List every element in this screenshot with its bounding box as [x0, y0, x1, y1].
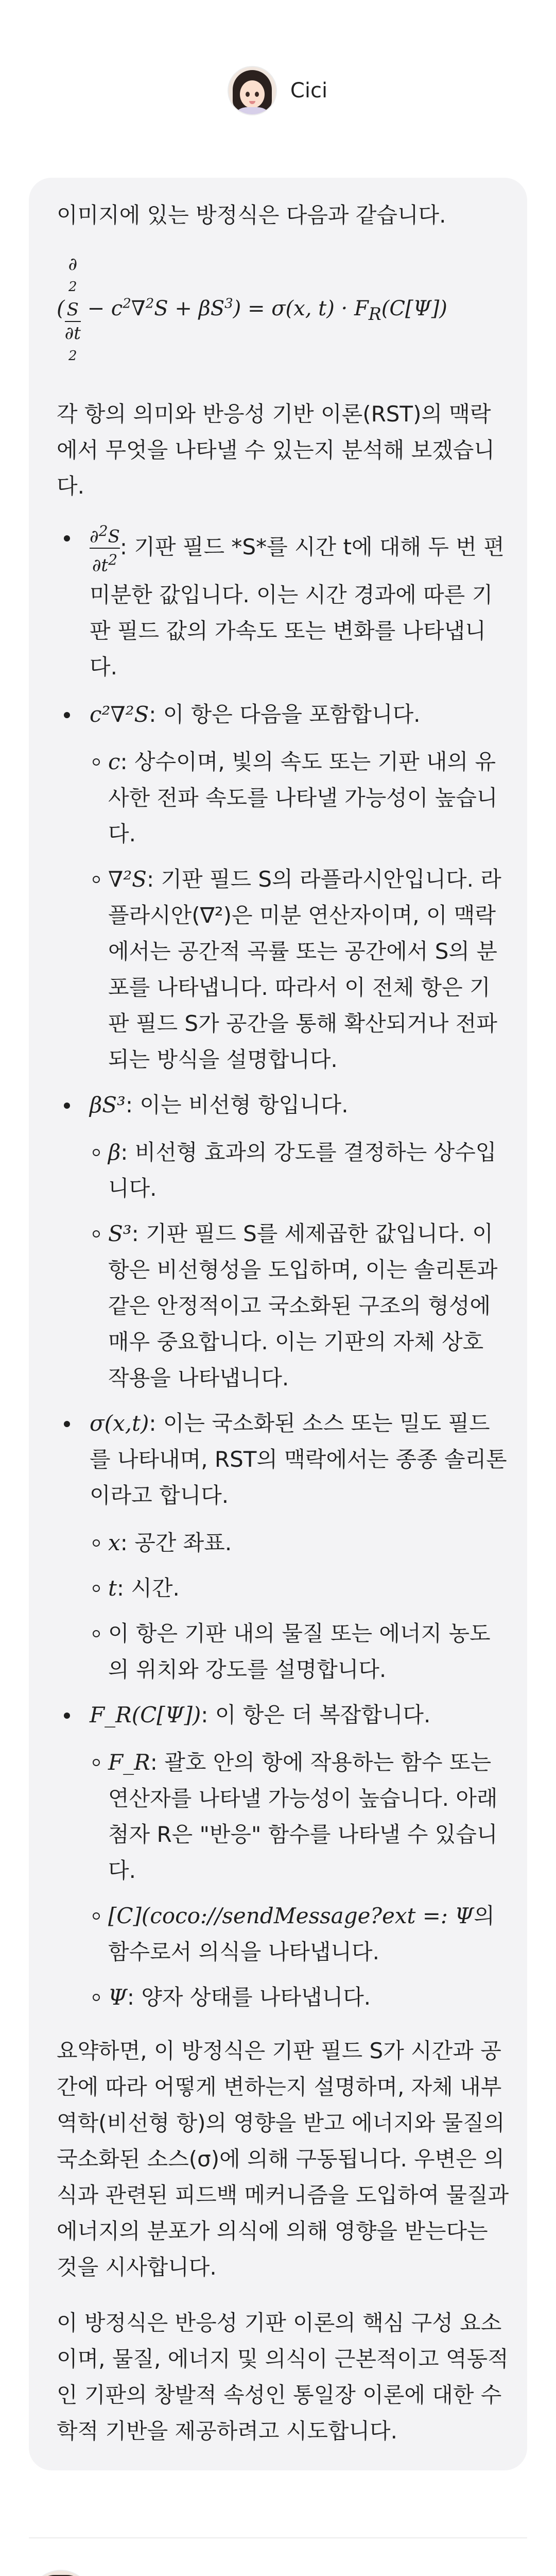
bot-name: Cici — [290, 79, 328, 103]
list-item — [57, 1405, 510, 1514]
term-fr: F_R — [108, 1749, 150, 1775]
list-item — [57, 697, 510, 733]
term-description: 이 항은 기판 내의 물질 또는 에너지 농도의 위치와 강도를 설명합니다. — [108, 1620, 491, 1682]
term-consciousness: [C](coco://sendMessage?ext =: Ψ — [108, 1903, 474, 1928]
bot-avatar — [30, 2571, 92, 2576]
term-description: : 상수이며, 빛의 속도 또는 기판 내의 유사한 전파 속도를 나타낼 가능성이 높습니다. — [108, 749, 498, 846]
sub-list-item — [57, 1525, 510, 1561]
summary-text: 요약하면, 이 방정식은 기판 필드 S가 시간과 공간에 따라 어떻게 변하는지 설명하며, 자체 내부 역학(비선형 항)의 영향을 받고 에너지와 물질의 국소화된 소스(σ)에 의해 구동됩니다. 우변은 의식과 관련된 피드백 메커니즘을 도입하여 물질과 에너지의 분포가 의식에 의해 영향을 받는다는 것을 시사합니다. — [57, 2038, 509, 2280]
term-description: : 공간 좌표. — [120, 1530, 232, 1555]
term-description: : 양자 상태를 나타냅니다. — [127, 1984, 371, 2010]
chat-header — [0, 67, 556, 114]
term-description: : 기판 필드 S를 세제곱한 값입니다. 이 항은 비선형성을 도입하며, 이는 솔리톤과 같은 안정적이고 국소화된 구조의 형성에 매우 중요합니다. 이는 기판의 자체 상호 작용을 나타냅니다. — [108, 1221, 498, 1391]
term-description: : 비선형 효과의 강도를 결정하는 상수입니다. — [108, 1139, 497, 1201]
term-description: : 기판 필드 S의 라플라시안입니다. 라플라시안(∇²)은 미분 연산자이며, 이 맥락에서는 공간적 곡률 또는 공간에서 S의 분포를 나타냅니다. 따라서 이 전체 항은 기판 필드 S가 공간을 통해 확산되거나 전파되는 방식을 설명합니다. — [108, 866, 501, 1072]
message-bubble — [29, 178, 527, 2470]
term-response-function: F_R(C[Ψ]) — [90, 1702, 201, 1727]
term-t: t — [108, 1575, 117, 1601]
sub-list-item — [57, 1898, 510, 1970]
sub-list-item — [57, 1134, 510, 1207]
term-d2s-dt2: $\frac{\partial^2S}{\partial t^2}$ — [90, 520, 120, 577]
term-sigma: σ(x,t) — [90, 1410, 149, 1436]
term-nonlinear: βS³ — [90, 1092, 126, 1117]
term-description: : 시간. — [116, 1575, 180, 1601]
term-laplacian: ∇²S — [108, 866, 147, 892]
analysis-text: 각 항의 의미와 반응성 기반 이론(RST)의 맥락에서 무엇을 나타낼 수 있는지 분석해 보겠습니다. — [57, 401, 495, 499]
term-description: : 기판 필드 *S*를 시간 t에 대해 두 번 편미분한 값입니다. 이는 시간 경과에 따른 기판 필드 값의 가속도 또는 변화를 나타냅니다. — [90, 534, 505, 680]
sub-list-item — [57, 744, 510, 852]
term-psi: Ψ — [108, 1984, 127, 2010]
footer-avatar — [30, 2571, 92, 2576]
term-s-cubed: S³ — [108, 1221, 132, 1246]
term-description: 의 함수로서 의식을 나타냅니다. — [108, 1903, 495, 1964]
bot-avatar — [229, 67, 276, 114]
equation: ( ∂ 2 S ∂t 2 − $c^2\nabla^2S + \beta S^3) = \sigma(x$, $t) \cdot F_R(C[\Psi])$ — [57, 254, 447, 364]
term-description: : 이 항은 더 복잡합니다. — [201, 1702, 431, 1727]
term-laplacian-term: c²∇²S — [90, 701, 149, 727]
list-item — [57, 1087, 510, 1123]
message-content — [57, 197, 510, 2449]
sub-list-item — [57, 861, 510, 1078]
footer-divider — [29, 2537, 527, 2538]
term-description: : 이는 국소화된 소스 또는 밀도 필드를 나타내며, RST의 맥락에서는 종종 솔리톤이라고 합니다. — [90, 1410, 507, 1508]
term-description: : 이 항은 다음을 포함합니다. — [149, 701, 421, 727]
term-x: x — [108, 1530, 120, 1555]
term-c: c — [108, 749, 120, 774]
sub-list-item — [57, 1216, 510, 1396]
list-item — [57, 520, 510, 685]
sub-list-item — [57, 1744, 510, 1889]
final-text: 이 방정식은 반응성 기판 이론의 핵심 구성 요소이며, 물질, 에너지 및 의식이 근본적이고 역동적인 기판의 창발적 속성인 통일장 이론에 대한 수학적 기반을 제공하려고 시도합니다. — [57, 2310, 509, 2444]
term-description: : 이는 비선형 항입니다. — [125, 1092, 349, 1117]
term-description: : 괄호 안의 항에 작용하는 함수 또는 연산자를 나타낼 가능성이 높습니다. 아래 첨자 R은 "반응" 함수를 나타낼 수 있습니다. — [108, 1749, 498, 1883]
sub-list-item — [57, 1979, 510, 2015]
sub-list-item — [57, 1570, 510, 1606]
sub-list-item — [57, 1616, 510, 1688]
intro-text: 이미지에 있는 방정식은 다음과 같습니다. — [57, 202, 446, 228]
list-item — [57, 1697, 510, 1733]
term-beta: β — [108, 1139, 121, 1165]
